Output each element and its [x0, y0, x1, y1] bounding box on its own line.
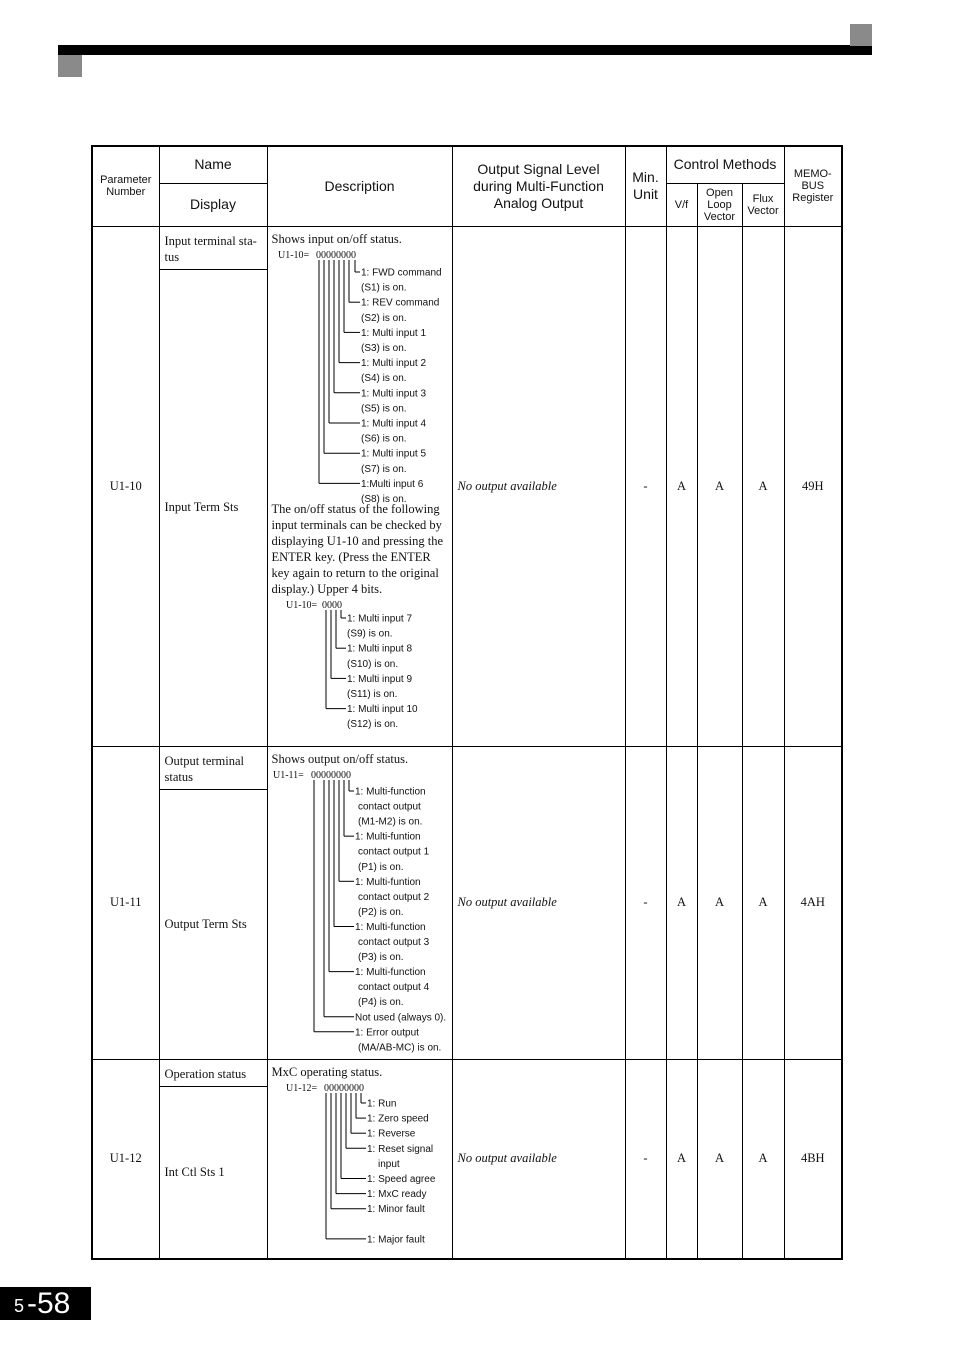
col-description: Description: [267, 146, 452, 226]
param-number: U1-12: [92, 1059, 159, 1259]
register-label: U1-11=: [272, 769, 304, 781]
description-cell: [267, 1059, 452, 1259]
bit-string: 00000000: [315, 249, 356, 261]
bit-label-cont: (S12) is on.: [346, 718, 398, 730]
bit-string: 00000000: [310, 769, 351, 781]
bit-label-cont: (S8) is on.: [360, 493, 407, 505]
bit-label-cont: (S7) is on.: [360, 463, 407, 475]
bit-label: 1: Multi input 4: [360, 418, 426, 429]
bit-label: 1: Minor fault: [366, 1203, 425, 1215]
bit-label-cont: (S4) is on.: [360, 372, 407, 384]
bit-label: 1: Multi input 2: [360, 357, 426, 369]
bit-label: 1: Error output: [354, 1026, 419, 1038]
method-flux: A: [742, 226, 784, 746]
page-number: -58: [27, 1287, 71, 1320]
col-control-methods: Control Methods: [666, 146, 784, 183]
bit-label-cont: (MA/AB-MC) is on.: [357, 1041, 441, 1053]
bit-diagram: [272, 767, 450, 1053]
param-name: Operation status: [159, 1059, 267, 1086]
bit-label-cont: (S10) is on.: [346, 658, 398, 670]
bit-label-cont: contact output: [357, 801, 421, 813]
bit-label: 1: Multi-funtion: [354, 876, 421, 888]
param-name: Input terminal sta-tus: [159, 226, 267, 269]
col-name: Name: [159, 146, 267, 183]
method-vf: A: [666, 746, 697, 1059]
bit-label-cont: (S6) is on.: [360, 433, 407, 445]
bit-label: 1: Speed agree: [366, 1173, 435, 1185]
col-memobus: MEMO-BUS Register: [784, 146, 842, 226]
param-number: U1-10: [92, 226, 159, 746]
col-flux-vector: Flux Vector: [742, 183, 784, 226]
bit-label: 1: Reset signal: [366, 1143, 433, 1155]
description-cell: [267, 746, 452, 1059]
description-cell: [267, 226, 452, 746]
bit-label: 1: Run: [366, 1098, 396, 1109]
bit-label: 1: Multi-function: [354, 786, 426, 797]
bit-diagram: [272, 1080, 450, 1244]
bit-label: 1: Reverse: [366, 1128, 415, 1140]
col-display: Display: [159, 183, 267, 226]
bit-label: 1: Multi input 1: [360, 327, 426, 339]
table-row: [92, 226, 842, 269]
method-flux: A: [742, 746, 784, 1059]
bit-label: 1: Multi input 3: [360, 387, 426, 399]
description-intro: Shows output on/off status.: [271, 751, 409, 766]
bit-label-cont: (M1-M2) is on.: [357, 816, 422, 828]
description-intro: Shows input on/off status.: [271, 231, 402, 246]
display-name: Output Term Sts: [159, 789, 267, 1059]
bit-label: 1: Multi input 7: [346, 613, 412, 624]
output-signal: No output available: [452, 226, 625, 746]
header-marker-right: [850, 24, 872, 46]
bit-diagram-upper: [272, 597, 450, 729]
bit-label: 1: Multi input 8: [346, 643, 412, 655]
method-vf: A: [666, 226, 697, 746]
method-vf: A: [666, 1059, 697, 1259]
col-min-unit: Min. Unit: [625, 146, 666, 226]
method-open-loop: A: [697, 746, 742, 1059]
display-name: Int Ctl Sts 1: [159, 1086, 267, 1259]
description-intro: MxC operating status.: [271, 1064, 383, 1079]
bit-label-cont: input: [377, 1158, 400, 1170]
chapter-number: 5: [14, 1296, 25, 1316]
memobus-register: 49H: [784, 226, 842, 746]
bit-label: 1: MxC ready: [366, 1188, 426, 1200]
bit-label-cont: (S1) is on.: [360, 282, 407, 294]
bit-diagram: [272, 247, 450, 505]
bit-label-cont: (P4) is on.: [357, 996, 404, 1008]
bit-label-cont: contact output 2: [357, 891, 429, 903]
col-param-number: Parameter Number: [92, 146, 159, 226]
bit-label-cont: (P2) is on.: [357, 906, 404, 918]
bit-label: 1: Multi-funtion: [354, 831, 421, 843]
bit-label-cont: (S2) is on.: [360, 312, 407, 324]
output-signal: No output available: [452, 746, 625, 1059]
param-name: Output terminal status: [159, 746, 267, 789]
col-output-signal: Output Signal Level during Multi-Function Analog Output: [452, 146, 625, 226]
bit-label-cont: contact output 1: [357, 846, 429, 858]
bit-string: 0000: [321, 599, 342, 611]
bit-label: 1:Multi input 6: [360, 478, 423, 490]
bit-label: 1: Zero speed: [366, 1113, 429, 1125]
min-unit: -: [625, 226, 666, 746]
bit-label: 1: Multi-function: [354, 921, 426, 933]
register-label: U1-10=: [277, 249, 309, 261]
bit-label-cont: contact output 3: [357, 936, 429, 948]
bit-label: 1: Major fault: [366, 1233, 425, 1245]
bit-label: 1: Multi input 5: [360, 448, 426, 460]
table-row: [92, 1059, 842, 1086]
method-open-loop: A: [697, 226, 742, 746]
table-row: [92, 746, 842, 789]
header-rule: [58, 45, 872, 55]
register-label: U1-10=: [285, 599, 317, 611]
memobus-register: 4AH: [784, 746, 842, 1059]
memobus-register: 4BH: [784, 1059, 842, 1259]
min-unit: -: [625, 1059, 666, 1259]
bit-label-cont: (P3) is on.: [357, 951, 404, 963]
register-label: U1-12=: [285, 1082, 317, 1094]
bit-label: Not used (always 0).: [354, 1011, 446, 1023]
bit-label: 1: Multi input 9: [346, 673, 412, 685]
method-open-loop: A: [697, 1059, 742, 1259]
param-number: U1-11: [92, 746, 159, 1059]
bit-label: 1: REV command: [360, 297, 439, 309]
bit-label: 1: Multi input 10: [346, 703, 418, 715]
method-flux: A: [742, 1059, 784, 1259]
col-vf: V/f: [666, 183, 697, 226]
page-number-tab: [0, 1287, 91, 1320]
output-signal: No output available: [452, 1059, 625, 1259]
description-paragraph: The on/off status of the following input terminals can be checked by displaying U1-10 and pressing the ENTER key. (Press the ENTER key again to return to the original display.) Upper 4 bits.: [271, 501, 444, 596]
bit-label-cont: (S3) is on.: [360, 342, 407, 354]
display-name: Input Term Sts: [159, 269, 267, 746]
col-open-loop: Open Loop Vector: [697, 183, 742, 226]
bit-label-cont: contact output 4: [357, 981, 429, 993]
min-unit: -: [625, 746, 666, 1059]
bit-string: 00000000: [323, 1082, 364, 1094]
parameter-table: [91, 145, 843, 1260]
header-marker-left: [58, 55, 82, 77]
bit-label: 1: FWD command: [360, 267, 442, 278]
bit-label-cont: (S9) is on.: [346, 628, 393, 640]
bit-label: 1: Multi-function: [354, 966, 426, 978]
bit-label-cont: (P1) is on.: [357, 861, 404, 873]
bit-label-cont: (S5) is on.: [360, 402, 407, 414]
bit-label-cont: (S11) is on.: [346, 688, 397, 700]
